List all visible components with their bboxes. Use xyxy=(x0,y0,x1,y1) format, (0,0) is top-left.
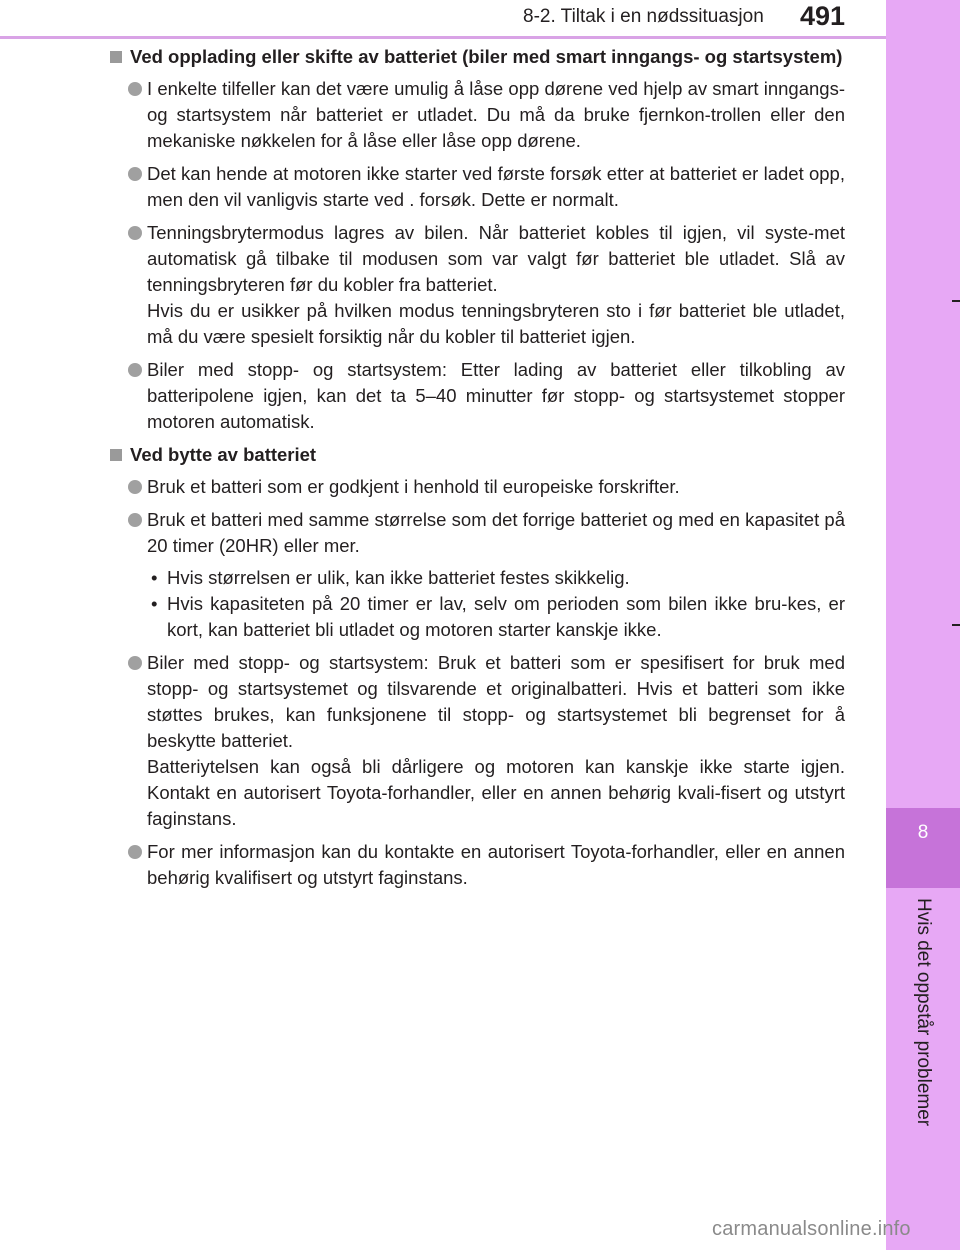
sub-bullet-text: Hvis størrelsen er ulik, kan ikke batteriet festes skikkelig. xyxy=(167,567,630,588)
chapter-tab[interactable] xyxy=(886,808,960,888)
list-item xyxy=(107,220,845,350)
item-text-continued: Hvis du er usikker på hvilken modus tenningsbryteren sto i før batteriet ble utladet, må du være spesielt forsiktig når du kobler til batteriet igjen. xyxy=(147,300,845,347)
list-item xyxy=(107,839,845,891)
list-item xyxy=(107,650,845,832)
crop-mark xyxy=(952,624,960,626)
item-text: Biler med stopp- og startsystem: Bruk et batteri som er spesifisert for bruk med stopp- og startsystemet og tilsvarende et originalbatteri. Hvis et batteri som ikke støttes brukes, kan funksjonene til stopp- og startsystemet bli begrenset for å beskytte batteriet. xyxy=(147,652,845,751)
main-content xyxy=(107,44,845,898)
chapter-title-vertical xyxy=(886,898,960,1148)
sub-bullet-list xyxy=(147,565,845,643)
circle-bullet-icon xyxy=(128,167,142,181)
section-heading-text: Ved bytte av batteriet xyxy=(130,444,317,465)
item-text: Bruk et batteri som er godkjent i henhold til europeiske forskrifter. xyxy=(147,476,680,497)
side-tab-upper xyxy=(886,0,960,808)
circle-bullet-icon xyxy=(128,656,142,670)
chapter-title: Hvis det oppstår problemer xyxy=(913,898,934,1127)
list-item xyxy=(107,161,845,213)
item-text: For mer informasjon kan du kontakte en autorisert Toyota-forhandler, eller en annen behørig kvalifisert og utstyrt faginstans. xyxy=(147,841,845,888)
square-marker-icon xyxy=(110,51,122,63)
section-heading xyxy=(107,442,845,468)
square-marker-icon xyxy=(110,449,122,461)
section-heading-text: Ved opplading eller skifte av batteriet (biler med smart inngangs- og startsystem) xyxy=(130,46,843,67)
circle-bullet-icon xyxy=(128,480,142,494)
item-text: Tenningsbrytermodus lagres av bilen. Når batteriet kobles til igjen, vil syste-met automatisk gå tilbake til modusen som var valgt før batteriet ble utladet. Slå av tenningsbryteren før du kobler fra batteriet. xyxy=(147,222,845,295)
crop-mark xyxy=(952,300,960,302)
watermark-link[interactable]: carmanualsonline.info xyxy=(712,1218,911,1240)
sub-bullet-text: Hvis kapasiteten på 20 timer er lav, selv om perioden som bilen ikke bru-kes, er kort, kan batteriet bli utladet og motoren starter kanskje ikke. xyxy=(167,593,845,640)
sub-bullet-item xyxy=(147,565,845,591)
page-number: 491 xyxy=(800,1,846,31)
item-text: Biler med stopp- og startsystem: Etter lading av batteriet eller tilkobling av batteripolene igjen, kan det ta 5–40 minutter før stopp- og startsystemet stopper motoren automatisk. xyxy=(147,359,845,432)
list-item xyxy=(107,357,845,435)
item-text: Bruk et batteri med samme størrelse som det forrige batteriet og med en kapasitet på 20 timer (20HR) eller mer. xyxy=(147,509,845,556)
item-text-continued: Batteriytelsen kan også bli dårligere og motoren kan kanskje ikke starte igjen. Kontakt en autorisert Toyota-forhandler, eller en annen behørig kvali-fisert og utstyrt faginstans. xyxy=(147,756,845,829)
list-item xyxy=(107,507,845,643)
circle-bullet-icon xyxy=(128,82,142,96)
circle-bullet-icon xyxy=(128,513,142,527)
circle-bullet-icon xyxy=(128,845,142,859)
chapter-number: 8 xyxy=(917,822,929,843)
circle-bullet-icon xyxy=(128,226,142,240)
list-item xyxy=(107,76,845,154)
section-heading xyxy=(107,44,845,70)
bullet-glyph: • xyxy=(151,593,158,614)
bullet-glyph: • xyxy=(151,567,158,588)
header-rule xyxy=(0,36,886,39)
header-section-title: 8-2. Tiltak i en nødssituasjon xyxy=(523,6,764,27)
circle-bullet-icon xyxy=(128,363,142,377)
sub-bullet-item xyxy=(147,591,845,643)
item-text: Det kan hende at motoren ikke starter ved første forsøk etter at batteriet er ladet opp, men den vil vanligvis starte ved . forsøk. Dette er normalt. xyxy=(147,163,845,210)
list-item xyxy=(107,474,845,500)
item-text: I enkelte tilfeller kan det være umulig å låse opp dørene ved hjelp av smart inngangs- og startsystem når batteriet er utladet. Du må da bruke fjernkon-trollen eller den mekaniske nøkkelen for å låse eller låse opp dørene. xyxy=(147,78,845,151)
